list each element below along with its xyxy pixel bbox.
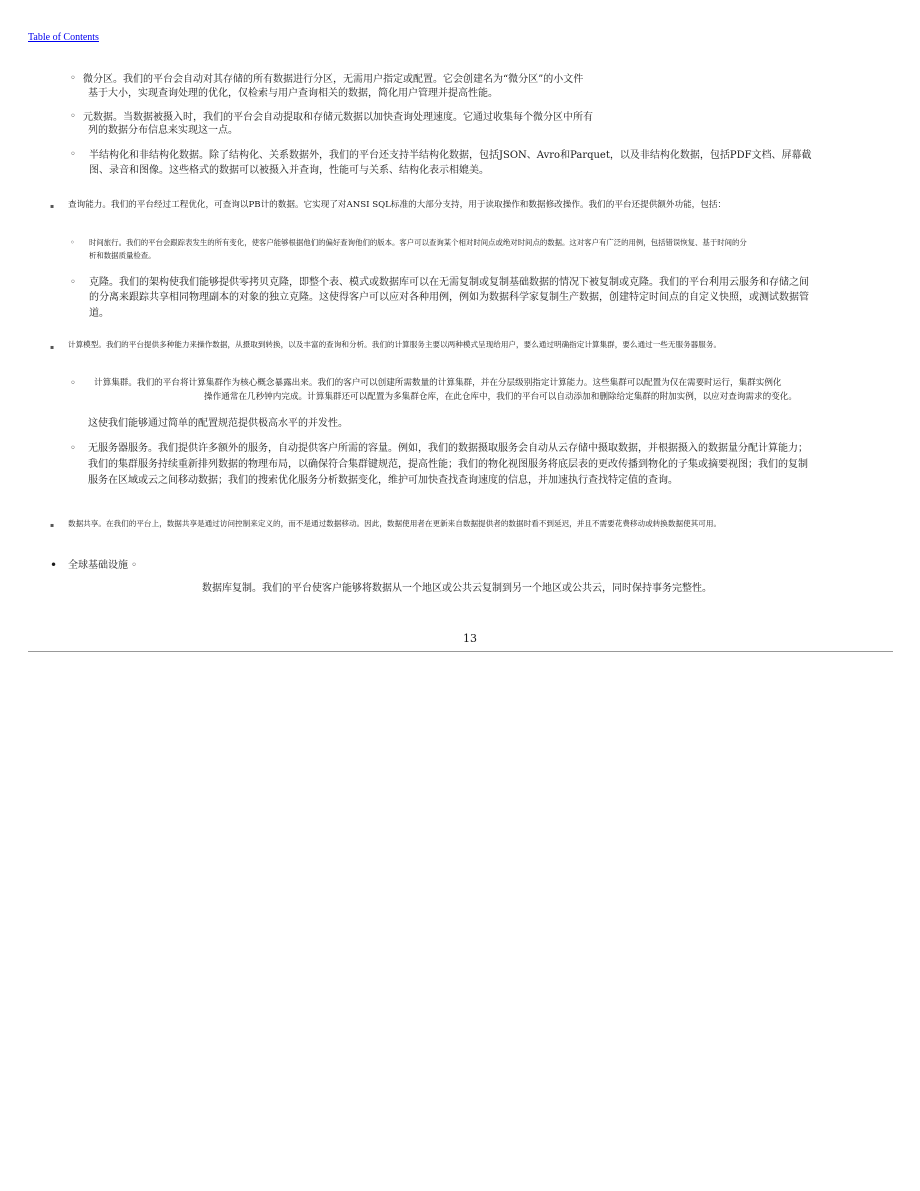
- sub-bullet: ◦: [70, 111, 76, 122]
- time-travel-line-1: 时间旅行。我们的平台会跟踪表发生的所有变化，使客户能够根据他们的偏好查询他们的版本。客户可以查询某个相对时间点或绝对时间点的数据。这对客户有广泛的用例，包括错误恢复、基于时间的分: [89, 238, 747, 247]
- table-of-contents-link[interactable]: Table of Contents: [28, 32, 99, 43]
- serverless-line-2: 我们的集群服务持续重新排列数据的物理布局，以确保符合集群键规范，提高性能；我们的物化视图服务将底层表的更改传播到物化的子集或摘要视图；我们的复制: [88, 459, 808, 470]
- compute-clusters-line-2: 操作通常在几秒钟内完成。计算集群还可以配置为多集群仓库，在此仓库中，我们的平台可以自动添加和删除给定集群的附加实例，以应对查询需求的变化。: [204, 392, 797, 402]
- compute-clusters-line-3: 这使我们能够通过简单的配置规范提供极高水平的并发性。: [88, 418, 348, 429]
- global-infrastructure-heading: 全球基础设施 ◦: [68, 560, 138, 571]
- semi-structured-line-1: 半结构化和非结构化数据。除了结构化、关系数据外，我们的平台还支持半结构化数据，包括JSON、Avro和Parquet，以及非结构化数据，包括PDF文档、屏幕截: [89, 150, 812, 161]
- metadata-line-2: 列的数据分布信息来实现这一点。: [88, 125, 238, 136]
- micro-partition-line-2: 基于大小，实现查询处理的优化，仅检索与用户查询相关的数据，简化用户管理并提高性能。: [88, 88, 498, 99]
- sub-bullet: ◦: [70, 378, 76, 389]
- compute-clusters-line-1: 计算集群。我们的平台将计算集群作为核心概念暴露出来。我们的客户可以创建所需数量的计算集群，并在分层级别指定计算能力。这些集群可以配置为仅在需要时运行，集群实例化: [94, 378, 782, 388]
- small-bullet: ▪: [50, 522, 55, 529]
- sub-bullet: ◦: [70, 238, 75, 247]
- sub-bullet: ◦: [70, 443, 76, 454]
- sub-bullet: ◦: [70, 277, 76, 288]
- bullet: •: [50, 558, 58, 572]
- page-number: 13: [463, 632, 477, 645]
- serverless-line-3: 服务在区域或云之间移动数据；我们的搜索优化服务分析数据变化，维护可加快查找查询速度的信息，并加速执行查找特定值的查询。: [88, 475, 678, 486]
- sub-bullet: ◦: [70, 73, 76, 84]
- footer-divider: [28, 651, 893, 652]
- data-sharing-line: 数据共享。在我们的平台上，数据共享是通过访问控制来定义的，而不是通过数据移动。因此，数据使用者在更新来自数据提供者的数据时看不到延迟，并且不需要花费移动或转换数据使其可用。: [68, 519, 722, 528]
- clone-line-2: 的分离来跟踪共享相同物理副本的对象的独立克隆。这使得客户可以应对各种用例，例如为数据科学家复制生产数据，创建特定时间点的自定义快照，或测试数据管: [89, 292, 809, 303]
- clone-line-1: 克隆。我们的架构使我们能够提供零拷贝克隆，即整个表、模式或数据库可以在无需复制或复制基础数据的情况下被复制或克隆。我们的平台利用云服务和存储之间: [89, 277, 809, 288]
- clone-line-3: 道。: [89, 308, 109, 319]
- small-bullet: ▪: [50, 203, 55, 210]
- micro-partition-line-1: 微分区。我们的平台会自动对其存储的所有数据进行分区，无需用户指定或配置。它会创建名为“微分区”的小文件: [83, 74, 584, 85]
- database-replication-line: 数据库复制。我们的平台使客户能够将数据从一个地区或公共云复制到另一个地区或公共云，同时保持事务完整性。: [202, 583, 712, 594]
- time-travel-line-2: 析和数据质量检查。: [89, 251, 156, 260]
- small-bullet: ▪: [50, 344, 55, 351]
- compute-model-line: 计算模型。我们的平台提供多种能力来操作数据，从摄取到转换，以及丰富的查询和分析。我们的计算服务主要以两种模式呈现给用户，要么通过明确指定计算集群，要么通过一些无服务器服务。: [68, 340, 722, 349]
- metadata-line-1: 元数据。当数据被摄入时，我们的平台会自动提取和存储元数据以加快查询处理速度。它通过收集每个微分区中所有: [83, 112, 593, 123]
- query-capabilities-line: 查询能力。我们的平台经过工程优化，可查询以PB计的数据。它实现了对ANSI SQL标准的大部分支持，用于读取操作和数据修改操作。我们的平台还提供额外功能，包括：: [68, 200, 727, 210]
- semi-structured-line-2: 图、录音和图像。这些格式的数据可以被摄入并查询，性能可与关系、结构化表示相媲美。: [89, 165, 489, 176]
- serverless-line-1: 无服务器服务。我们提供许多额外的服务，自动提供客户所需的容量。例如，我们的数据摄取服务会自动从云存储中摄取数据，并根据摄入的数据量分配计算能力；: [88, 443, 808, 454]
- sub-bullet: ◦: [70, 149, 76, 160]
